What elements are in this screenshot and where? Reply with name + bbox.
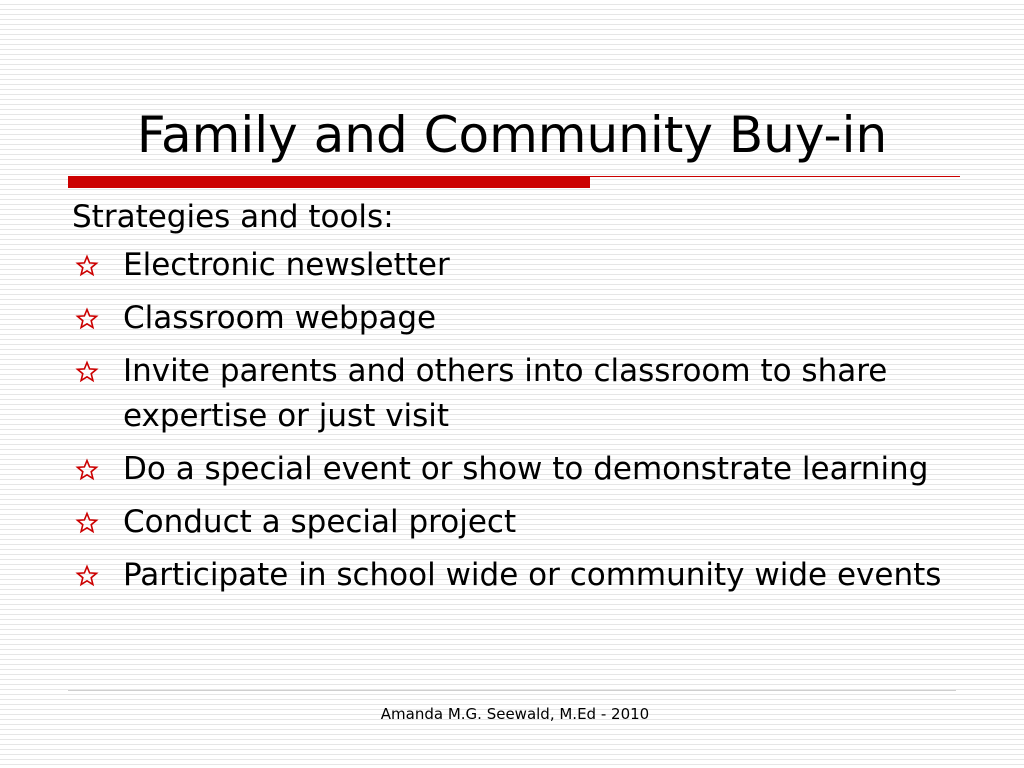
star-outline-icon [72, 349, 102, 394]
list-item [72, 447, 962, 492]
star-outline-icon [72, 447, 102, 492]
star-outline-icon [72, 243, 102, 288]
bullet-list [72, 243, 962, 598]
bullet-text: Electronic newsletter [123, 247, 450, 283]
footer-credit: Amanda M.G. Seewald, M.Ed - 2010 [380, 705, 650, 723]
bullet-text: Conduct a special project [123, 504, 517, 540]
intro-text: Strategies and tools: [72, 199, 394, 235]
slide-title: Family and Community Buy-in [136, 106, 888, 164]
bullet-text: Classroom webpage [123, 300, 437, 336]
list-item [72, 296, 962, 341]
list-item [72, 500, 962, 545]
title-underline-thick [68, 176, 590, 188]
list-item [72, 243, 962, 288]
star-outline-icon [72, 296, 102, 341]
star-outline-icon [72, 500, 102, 545]
list-item [72, 553, 962, 598]
bullet-text: Do a special event or show to demonstrate learning [123, 451, 929, 487]
list-item [72, 349, 962, 439]
title-underline-thin [590, 176, 960, 177]
bullet-text: Participate in school wide or community wide events [123, 557, 942, 593]
star-outline-icon [72, 553, 102, 598]
slide-body [72, 195, 962, 606]
footer-divider [68, 690, 956, 691]
bullet-text: Invite parents and others into classroom to share expertise or just visit [123, 353, 888, 434]
